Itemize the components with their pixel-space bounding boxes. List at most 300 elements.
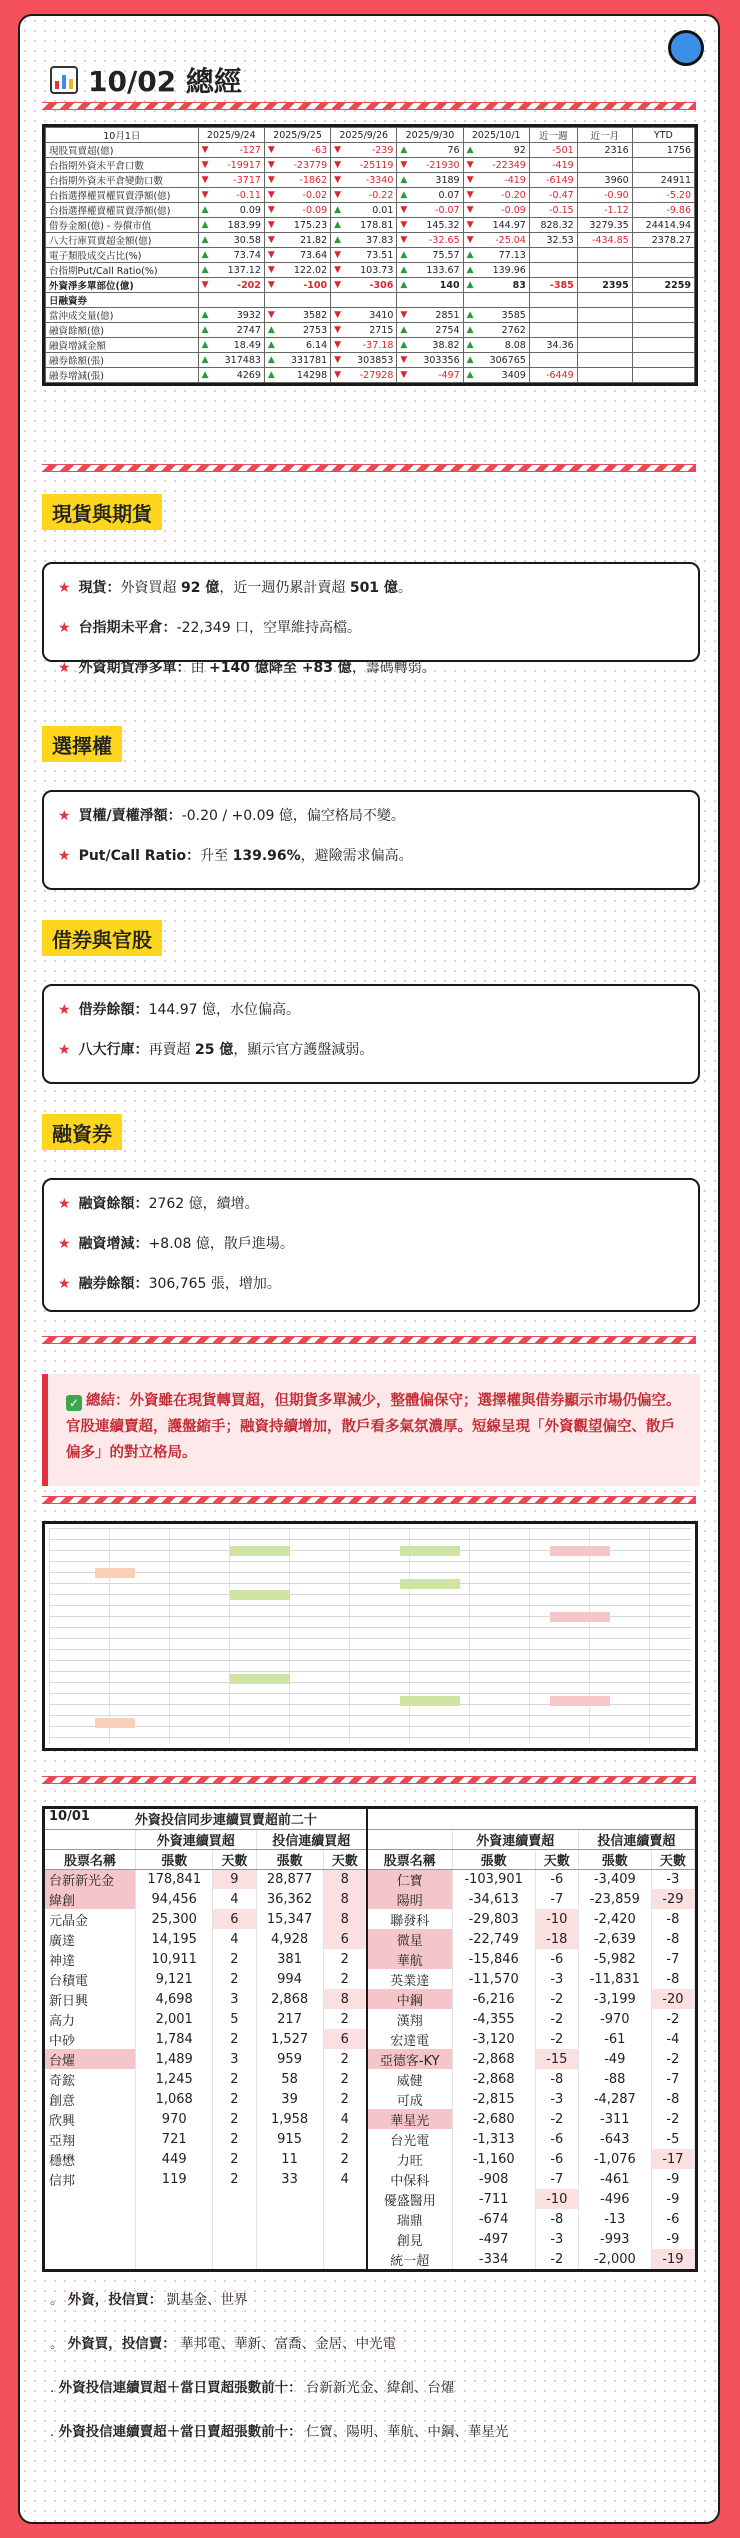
card-item-text [79,1194,259,1214]
summary-value: 303853 [357,354,394,366]
arrow-down-icon: ▼ [400,204,408,215]
summary-aggregate: 1756 [632,143,694,158]
conclusion-text: 外資雖在現貨轉買超，但期貨多單減少，整體偏保守；選擇權與借券顯示市場仍偏空。官股連續賣超，護盤縮手；融資持續增加，散戶看多氣氛濃厚。短線呈現「外資觀望偏空、散戶偏多」的對立格局。 [66,1393,681,1461]
summary-cell [198,338,264,353]
card-item-value: 由 [190,660,210,676]
summary-cell [198,263,264,278]
consecutive-cell [136,2189,213,2209]
consecutive-cell: 915 [256,2129,323,2149]
summary-aggregate [632,368,694,383]
summary-value: 306765 [489,354,526,366]
summary-cell [331,353,397,368]
summary-cell [331,338,397,353]
consecutive-cell: -674 [452,2209,535,2229]
page-frame [18,14,720,2524]
consecutive-cell [45,2229,136,2249]
summary-aggregate: 2259 [632,278,694,293]
summary-aggregate: -1.12 [577,203,632,218]
consecutive-cell: -103,901 [452,1869,535,1889]
summary-value: 175.23 [293,219,328,231]
summary-row [46,293,695,308]
summary-cell [331,323,397,338]
arrow-down-icon: ▼ [400,369,408,380]
consecutive-cell: -4,287 [578,2089,651,2109]
consecutive-cell: -4 [651,2029,694,2049]
summary-value: 303356 [423,354,460,366]
arrow-up-icon: ▲ [466,249,474,260]
summary-cell [397,248,463,263]
footer-key: 外資，投信買： [67,2292,163,2308]
summary-row [46,308,695,323]
summary-row-label: 現股買賣超(億) [46,143,199,158]
arrow-up-icon: ▲ [400,174,408,185]
consecutive-cell: -3 [535,1969,578,1989]
summary-row [46,368,695,383]
summary-value: 6.14 [305,339,328,351]
card-item [58,578,684,598]
consecutive-cell: -8 [535,2209,578,2229]
summary-value: 18.49 [233,339,261,351]
consecutive-cell: 廣達 [45,1929,136,1949]
consecutive-cell: 2 [323,2069,367,2089]
consecutive-subheader: 張數 [256,1849,323,1869]
card-item [58,618,684,638]
arrow-up-icon: ▲ [334,234,342,245]
arrow-up-icon: ▲ [400,339,408,350]
consecutive-row [45,1889,695,1909]
card-item-key: 外資期貨淨多單： [78,660,191,676]
consecutive-cell: -8 [651,2089,694,2109]
summary-value: 2747 [236,324,261,336]
consecutive-cell: 瑞鼎 [367,2209,452,2229]
consecutive-cell: -3 [535,2229,578,2249]
consecutive-cell: -3,199 [578,1989,651,2009]
summary-value: 92 [513,144,526,156]
card-item-value: -0.20 / +0.09 億，偏空格局不變。 [181,808,405,824]
summary-value: 2754 [435,324,460,336]
arrow-up-icon: ▲ [466,279,474,290]
footer-key: 外資投信連續買超＋當日買超張數前十： [58,2380,302,2396]
consecutive-cell: 94,456 [136,1889,213,1909]
summary-aggregate: 2316 [577,143,632,158]
consecutive-cell: 2 [213,2089,256,2109]
arrow-down-icon: ▼ [466,204,474,215]
consecutive-cell: 959 [256,2049,323,2069]
arrow-down-icon: ▼ [267,204,275,215]
arrow-down-icon: ▼ [334,354,342,365]
consecutive-row [45,2049,695,2069]
consecutive-cell: -2 [535,2009,578,2029]
summary-value: 77.13 [498,249,526,261]
card-item-text [79,1040,374,1060]
arrow-up-icon: ▲ [334,219,342,230]
consecutive-cell: -7 [535,1889,578,1909]
summary-aggregate [577,248,632,263]
consecutive-cell: 中鋼 [367,1989,452,2009]
card-item [58,846,684,866]
consecutive-cell: 2 [213,2029,256,2049]
consecutive-row [45,2029,695,2049]
summary-cell [198,323,264,338]
consecutive-cell: -6 [535,1869,578,1889]
summary-cell [331,308,397,323]
summary-value: -0.07 [435,204,460,216]
consecutive-cell: 聯發科 [367,1909,452,1929]
consecutive-cell: 創見 [367,2229,452,2249]
summary-row-label: 融資增減金額 [46,338,199,353]
summary-value: 0.07 [438,189,460,201]
divider-stripe [42,1496,696,1504]
consecutive-cell: 陽明 [367,1889,452,1909]
summary-header-cell: 近一週 [529,128,577,143]
star-icon: ★ [58,848,71,864]
summary-value: -419 [504,174,526,186]
summary-value: 0.01 [372,204,394,216]
summary-cell [198,308,264,323]
consecutive-cell: -9 [651,2229,694,2249]
consecutive-cell: 統一超 [367,2249,452,2269]
consecutive-cell: -8 [535,2069,578,2089]
summary-value: -100 [303,279,328,291]
summary-value: 38.82 [432,339,460,351]
summary-aggregate: 34.36 [529,338,577,353]
consecutive-subheader: 股票名稱 [45,1849,136,1869]
summary-row-label: 融券餘額(張) [46,353,199,368]
arrow-down-icon: ▼ [334,174,342,185]
consecutive-cell: 1,958 [256,2109,323,2129]
card-item-value: ，籌碼轉弱。 [351,660,436,676]
summary-cell [463,233,529,248]
consecutive-cell: -2,000 [578,2249,651,2269]
summary-cell [397,263,463,278]
consecutive-cell: -11,831 [578,1969,651,1989]
summary-value: 103.73 [360,264,394,276]
summary-cell [397,203,463,218]
arrow-down-icon: ▼ [267,234,275,245]
summary-row [46,143,695,158]
summary-aggregate [529,263,577,278]
summary-cell [397,158,463,173]
star-icon: ★ [58,808,71,824]
consecutive-cell: -993 [578,2229,651,2249]
consecutive-cell: -3 [535,2089,578,2109]
card-item-key: 台指期未平倉： [78,620,177,636]
footer-item [50,2366,508,2410]
summary-aggregate [577,158,632,173]
consecutive-cell: -2,815 [452,2089,535,2109]
consecutive-subheader: 天數 [323,1849,367,1869]
consecutive-cell: -3,409 [578,1869,651,1889]
consecutive-cell: 10,911 [136,1949,213,1969]
star-icon: ★ [58,1196,71,1212]
consecutive-cell: -2 [535,2249,578,2269]
consecutive-cell: 33 [256,2169,323,2189]
consecutive-cell: -6 [651,2209,694,2229]
consecutive-cell: 4 [213,1929,256,1949]
arrow-down-icon: ▼ [267,159,275,170]
arrow-up-icon: ▲ [400,264,408,275]
star-icon: ★ [58,1236,71,1252]
consecutive-title: 外資投信同步連續買賣超前二十 [134,1813,317,1829]
summary-aggregate [632,248,694,263]
summary-row [46,278,695,293]
arrow-down-icon: ▼ [400,354,408,365]
card-item-text [79,846,413,866]
arrow-up-icon: ▲ [466,369,474,380]
summary-aggregate: 3960 [577,173,632,188]
card-item [58,806,684,826]
summary-row-label: 八大行庫買賣超金額(億) [46,233,199,248]
card-item-text [79,806,405,826]
card-item-value: +8.08 億，散戶進場。 [148,1236,294,1252]
summary-value: 2851 [435,309,460,321]
summary-cell [198,353,264,368]
consecutive-subheader: 天數 [213,1849,256,1869]
consecutive-cell: -49 [578,2049,651,2069]
footer-item [50,2278,508,2322]
consecutive-cell: 2 [323,2049,367,2069]
card-lending [42,984,700,1084]
consecutive-subheader: 張數 [578,1849,651,1869]
card-item-key: 買權/賣權淨額： [78,808,182,824]
consecutive-cell: 台燿 [45,2049,136,2069]
summary-value: -0.09 [501,204,526,216]
consecutive-cell: 15,347 [256,1909,323,1929]
bar-chart-icon [50,66,78,94]
arrow-down-icon: ▼ [201,144,209,155]
divider-stripe [42,464,696,472]
summary-value: 21.82 [299,234,328,246]
card-item [58,658,684,678]
summary-value: 3585 [501,309,526,321]
arrow-down-icon: ▼ [466,174,474,185]
section-heading-spot: 現貨與期貨 [42,494,162,530]
summary-row [46,203,695,218]
card-item-key: 八大行庫： [78,1042,149,1058]
summary-aggregate [529,248,577,263]
arrow-up-icon: ▲ [400,249,408,260]
arrow-down-icon: ▼ [334,279,342,290]
consecutive-cell: -7 [651,2069,694,2089]
star-icon: ★ [58,660,71,676]
summary-row [46,173,695,188]
consecutive-cell: 台積電 [45,1969,136,1989]
arrow-down-icon: ▼ [466,234,474,245]
star-icon: ★ [58,620,71,636]
summary-aggregate [632,338,694,353]
consecutive-cell [213,2209,256,2229]
consecutive-cell: -5 [651,2129,694,2149]
arrow-down-icon: ▼ [267,309,275,320]
footer-key: 外資買，投信賣： [67,2336,176,2352]
arrow-down-icon: ▼ [267,249,275,260]
consecutive-cell: -2 [651,2009,694,2029]
card-item [58,1194,684,1214]
consecutive-cell: 2 [213,2149,256,2169]
consecutive-cell [323,2249,367,2269]
arrow-down-icon: ▼ [334,144,342,155]
card-item-value: 144.97 億，水位偏高。 [148,1002,300,1018]
arrow-down-icon: ▼ [267,219,275,230]
summary-header-cell: YTD [632,128,694,143]
consecutive-cell: -2 [651,2109,694,2129]
summary-cell [198,233,264,248]
summary-value: -0.20 [501,189,526,201]
consecutive-cell: -4,355 [452,2009,535,2029]
card-item-key: 融資增減： [78,1236,149,1252]
arrow-down-icon: ▼ [400,159,408,170]
consecutive-cell: 亞翔 [45,2129,136,2149]
consecutive-cell [323,2189,367,2209]
consecutive-cell: 25,300 [136,1909,213,1929]
arrow-down-icon: ▼ [267,174,275,185]
consecutive-cell: 中保科 [367,2169,452,2189]
consecutive-cell: 元晶金 [45,1909,136,1929]
summary-cell [264,248,330,263]
summary-cell [397,143,463,158]
summary-value: 133.67 [426,264,460,276]
consecutive-row [45,2209,695,2229]
card-item-text [79,578,412,598]
consecutive-cell: 39 [256,2089,323,2109]
consecutive-cell [213,2189,256,2209]
summary-aggregate: 2378.27 [632,233,694,248]
arrow-down-icon: ▼ [267,189,275,200]
consecutive-cell: 欣興 [45,2109,136,2129]
consecutive-row [45,2149,695,2169]
summary-value: 3932 [236,309,261,321]
section-heading-margin: 融資券 [42,1114,122,1150]
consecutive-cell [323,2229,367,2249]
consecutive-cell: 2,001 [136,2009,213,2029]
consecutive-cell [136,2229,213,2249]
card-item-key: 現貨： [78,580,121,596]
summary-cell [397,233,463,248]
conclusion-label: 總結： [86,1393,130,1409]
arrow-down-icon: ▼ [201,159,209,170]
summary-value: 37.83 [366,234,394,246]
summary-cell [264,323,330,338]
summary-cell [397,368,463,383]
consecutive-cell: 6 [323,2029,367,2049]
summary-value: 145.32 [426,219,460,231]
summary-cell [198,203,264,218]
consecutive-cell [45,2249,136,2269]
summary-aggregate: -0.47 [529,188,577,203]
summary-cell [397,293,463,308]
divider-stripe [42,102,696,110]
consecutive-row [45,2169,695,2189]
summary-cell [264,173,330,188]
arrow-down-icon: ▼ [400,219,408,230]
consecutive-cell: -34,613 [452,1889,535,1909]
arrow-up-icon: ▲ [201,309,209,320]
arrow-down-icon: ▼ [267,144,275,155]
arrow-down-icon: ▼ [334,249,342,260]
summary-cell [198,248,264,263]
consecutive-cell: -6,216 [452,1989,535,2009]
arrow-up-icon: ▲ [201,249,209,260]
summary-cell [198,293,264,308]
card-item [58,1234,684,1254]
arrow-up-icon: ▲ [466,144,474,155]
consecutive-row [45,1969,695,1989]
summary-value: 76 [447,144,460,156]
consecutive-cell: 2 [213,2109,256,2129]
sell-header-foreign: 外資連續賣超 [452,1829,578,1849]
summary-aggregate: 2395 [577,278,632,293]
consecutive-cell: 2 [323,2149,367,2169]
consecutive-cell: 4,698 [136,1989,213,2009]
summary-cell [463,158,529,173]
page-title [50,60,242,100]
consecutive-cell: 高力 [45,2009,136,2029]
footer-item [50,2322,508,2366]
summary-row-label: 融資餘額(億) [46,323,199,338]
summary-value: 2753 [302,324,328,336]
consecutive-cell: -61 [578,2029,651,2049]
summary-cell [331,263,397,278]
consecutive-subheader: 張數 [452,1849,535,1869]
summary-value: -0.11 [236,189,261,201]
summary-value: 139.96 [492,264,526,276]
summary-aggregate [632,158,694,173]
consecutive-cell: 可成 [367,2089,452,2109]
arrow-down-icon: ▼ [466,189,474,200]
summary-aggregate: -0.15 [529,203,577,218]
consecutive-cell: -1,160 [452,2149,535,2169]
summary-cell [198,278,264,293]
arrow-down-icon: ▼ [466,159,474,170]
consecutive-cell: -908 [452,2169,535,2189]
summary-value: -0.22 [368,189,394,201]
card-item-emph: 25 億 [195,1042,234,1058]
arrow-up-icon: ▲ [267,324,275,335]
summary-value: -22349 [492,159,526,171]
footer-value: 仁寶、陽明、華航、中鋼、華星光 [301,2424,509,2440]
consecutive-cell: 1,068 [136,2089,213,2109]
summary-cell [264,353,330,368]
summary-value: -1862 [299,174,328,186]
summary-cell [331,203,397,218]
summary-cell [331,248,397,263]
arrow-down-icon: ▼ [400,234,408,245]
consecutive-cell: 14,195 [136,1929,213,1949]
summary-row-label: 當沖成交量(億) [46,308,199,323]
consecutive-cell [256,2209,323,2229]
card-item-value: ，顯示官方護盤減弱。 [233,1042,374,1058]
arrow-up-icon: ▲ [466,309,474,320]
consecutive-cell: 2,868 [256,1989,323,2009]
summary-value: -306 [369,279,394,291]
star-icon: ★ [58,1276,71,1292]
summary-cell [331,233,397,248]
summary-table [42,124,698,386]
summary-cell [331,188,397,203]
conclusion-box [42,1374,700,1486]
summary-aggregate [529,353,577,368]
card-item-emph: 501 億 [349,580,398,596]
consecutive-cell: 英業達 [367,1969,452,1989]
consecutive-cell: 8 [323,1989,367,2009]
consecutive-cell: 2 [213,1969,256,1989]
divider-stripe [42,1776,696,1784]
card-item-text [79,658,436,678]
card-item-text [79,618,362,638]
summary-aggregate: -501 [529,143,577,158]
card-item-value: 外資買超 [120,580,182,596]
consecutive-cell: 威健 [367,2069,452,2089]
